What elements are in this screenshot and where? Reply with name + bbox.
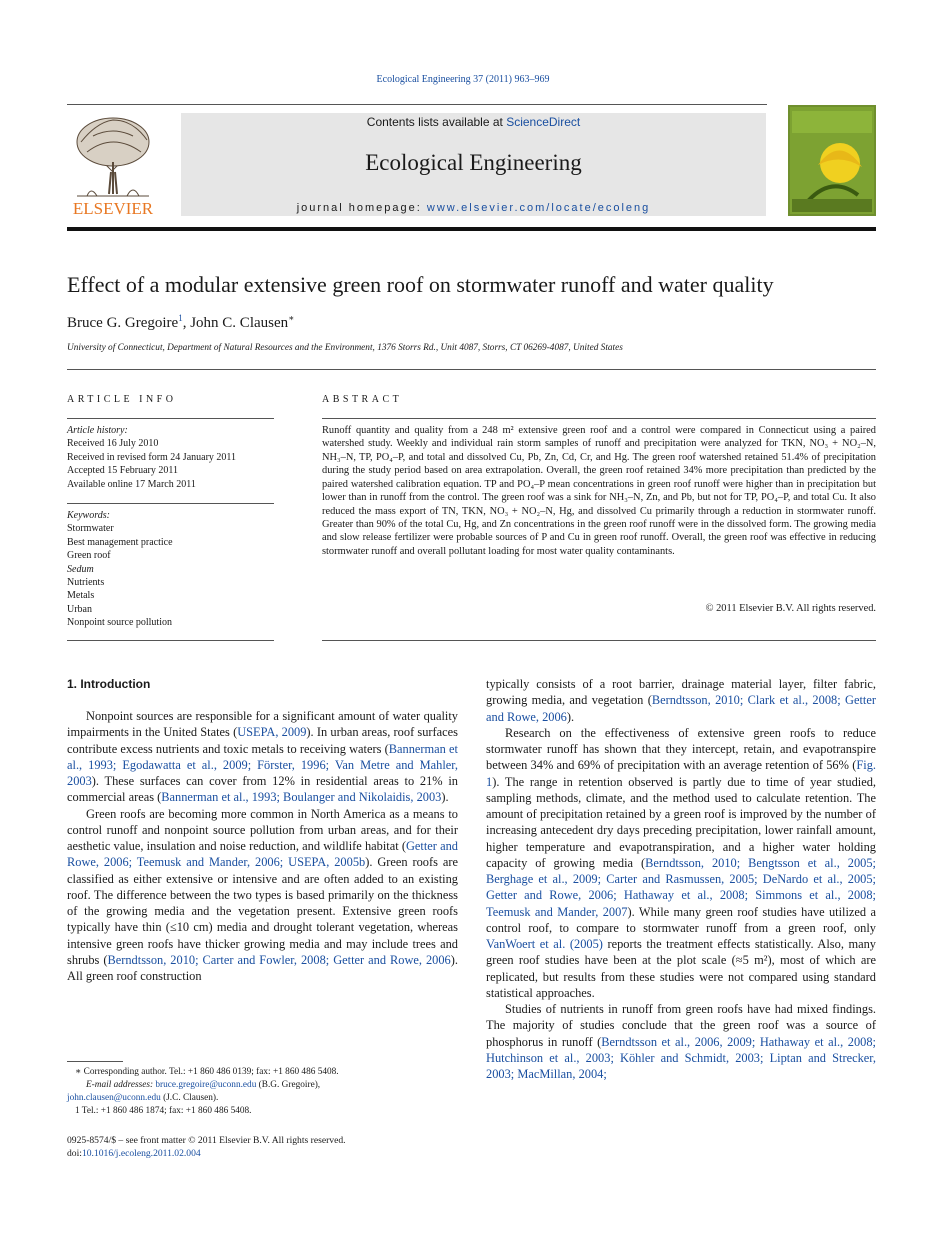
paragraph: Green roofs are becoming more common in North America as a means to control runoff and nonpoint source pollution from urban areas, and for their aesthetic value, insulation and noise reduction, and wildlife habitat (Getter and Rowe, 2006; Teemusk and Mander, 2006; USEPA, 2005b). Green roofs are classified as either extensive or intensive and are often added to an existing roof. The difference between the two types is based primarily on the thickness of the growing media and the vegetation present. Extensive green roofs typically have thin (≤10 cm) media and drought tolerant vegetation, whereas intensive green roofs have thicker growing media and may include trees and shrubs (Berndtsson, 2010; Carter and Fowler, 2008; Getter and Rowe, 2006). All green roof construction — [67, 806, 458, 983]
footnote-emails — [67, 1079, 458, 1092]
abstract-rule — [322, 640, 876, 641]
footnote-emails-2 — [67, 1092, 458, 1105]
article-info-rule — [67, 418, 274, 419]
footnotes — [67, 1066, 458, 1118]
body-column-left — [67, 708, 458, 984]
abstract-heading: ABSTRACT — [322, 394, 403, 405]
paragraph: Research on the effectiveness of extensive green roofs to reduce stormwater runoff has shown that they intercept, retain, and evapotranspire between 34% and 69% of precipitation with an average retention of 56% (Fig. 1). The range in retention observed is partly due to time of year studied, sampling methods, climate, and the method used to calculate retention. The amount of precipitation retained by a green roof is improved by the number of increasing antecedent dry days preceding precipitation, lower rainfall amount, higher temperature and evapotranspiration, and a higher water holding capacity of growing media (Berndtsson, 2010; Bengtsson et al., 2005; Berghage et al., 2009; Carter and Rasmussen, 2005; DeNardo et al., 2005; Getter and Rowe, 2006; Hathaway et al., 2008; Simmons et al., 2008; Teemusk and Mander, 2007). While many green roof studies have utilized a control roof, to compare to stormwater runoff from a green roof, only VanWoert et al. (2005) reports the treatment effects statistically. Also, many green roof studies have been at the plot scale (≈5 m²), most of which are replicated, but results from these studies were not compared using standard statistical approaches. — [486, 725, 876, 1000]
citation-link[interactable]: Berndtsson, 2010; Bengtsson et al., 2005; Berghage et al., 2009; Carter and Rasmussen, 2005; DeNardo et al., 2005; Getter and Rowe, 2006; Hathaway et al., 2008; Simmons et al., 2008; Teemusk and Mander, 2007 — [486, 855, 876, 919]
keyword: Urban — [67, 603, 92, 615]
keyword: Nonpoint source pollution — [67, 617, 172, 629]
keyword: Metals — [67, 590, 95, 602]
paragraph: Nonpoint sources are responsible for a significant amount of water quality impairments in the United States (USEPA, 2009). In urban areas, roof surfaces contribute excess nutrients and toxic metals to receiving waters (Bannerman et al., 1993; Egodawatta et al., 2009; Förster, 1996; Van Metre and Mahler, 2003). These surfaces can cover from 12% in residential areas to 21% in commercial areas (Bannerman et al., 1993; Boulanger and Nikolaidis, 2003). — [67, 709, 458, 805]
paragraph: typically consists of a root barrier, drainage material layer, filter fabric, growing media, and vegetation (Berndtsson, 2010; Clark et al., 2008; Getter and Rowe, 2006). — [486, 677, 876, 724]
journal-name: Ecological Engineering — [365, 150, 582, 175]
email-owner: (B.G. Gregoire), — [256, 1080, 321, 1090]
abstract-rule — [322, 418, 876, 419]
contents-prefix: Contents lists available at — [366, 115, 507, 129]
keywords-block — [67, 509, 274, 630]
section-rule — [67, 369, 876, 370]
affiliation: University of Connecticut, Department of Natural Resources and the Environment, 1376 Storrs Rd., Unit 4087, Storrs, CT 06269-4087, United States — [67, 343, 623, 353]
issn-line: 0925-8574/$ – see front matter © 2011 Elsevier B.V. All rights reserved. — [67, 1135, 346, 1146]
citation-link[interactable]: USEPA, 2009 — [237, 725, 307, 740]
history-online: Available online 17 March 2011 — [67, 478, 196, 490]
author-footnote-mark[interactable]: 1 — [178, 313, 183, 323]
doi-line — [67, 1147, 458, 1160]
keyword: Green roof — [67, 550, 111, 562]
paragraph: Studies of nutrients in runoff from green roofs have had mixed findings. The majority of studies conclude that the green roof was a source of phosphorus in runoff (Berndtsson et al., 2006, 2009; Hathaway et al., 2008; Hutchinson et al., 2003; Köhler and Schmidt, 2003; Liptan and Strecker, 2003; MacMillan, 2004; — [486, 1002, 876, 1081]
citation-link[interactable]: VanWoert et al. (2005) — [486, 937, 603, 951]
doi-link[interactable]: 10.1016/j.ecoleng.2011.02.004 — [81, 1148, 201, 1159]
citation-link[interactable]: Berndtsson et al., 2006, 2009; Hathaway et al., 2008; Hutchinson et al., 2003; Köhler and Schmidt, 2003; Liptan and Strecker, 2003; MacMillan, 2004; — [486, 1034, 876, 1081]
body-column-right — [486, 676, 876, 1082]
abstract-text: Runoff quantity and quality from a 248 m² extensive green roof and a control were compared in Connecticut using a paired watershed study. Weekly and individual rain storm samples of runoff and precipitation were analyzed for TKN, NO₃ + NO₂–N, NH₃–N, TP, PO₄–P, and total and dissolved Cu, Pb, Zn, Cd, Cr, and Hg. The green roof watershed retained 51.4% of precipitation during the study period based on area extrapolation. Overall, the green roof retained 34% more precipitation than predicted by the paired watershed calibration equation. TP and PO₄–P mean concentrations in green roof runoff were higher than in precipitation but lower than in runoff from the control. The green roof was a sink for NH₃–N, Zn, and Pb, but not for TP, PO₄–P, and total Cu. It also reduced the mass export of TN, TKN, NO₃ + NO₂–N, Hg, and dissolved Cu primarily through a reduction in stormwater runoff. Greater than 90% of the total Cu, Hg, and Zn concentrations in the green roof runoff were in the dissolved form. The growing media and slow release fertilizer were probable sources of P and Cu in green roof runoff. Overall, the green roof was effective in reducing stormwater runoff and overall pollutant loading for most water quality contaminants. — [322, 425, 876, 557]
citation-link[interactable]: Getter and Rowe, 2006; Teemusk and Mander, 2006; USEPA, 2005b — [67, 839, 458, 870]
header-thick-rule — [67, 227, 876, 231]
email-owner: (J.C. Clausen). — [160, 1093, 219, 1103]
citation-link[interactable]: Berndtsson, 2010; Clark et al., 2008; Getter and Rowe, 2006 — [486, 693, 876, 724]
homepage-line — [181, 202, 766, 214]
header-top-rule — [67, 104, 767, 105]
email-link-gregoire[interactable]: bruce.gregoire@uconn.edu — [155, 1080, 257, 1090]
elsevier-tree-icon — [67, 112, 159, 218]
email-label: E-mail addresses: — [86, 1080, 156, 1090]
keyword: Stormwater — [67, 523, 114, 535]
keyword: Nutrients — [67, 577, 105, 589]
journal-reference[interactable]: Ecological Engineering 37 (2011) 963–969 — [376, 74, 550, 85]
article-info-heading: ARTICLE INFO — [67, 394, 177, 405]
author-clausen[interactable]: , John C. Clausen — [182, 315, 289, 331]
article-title: Effect of a modular extensive green roof on stormwater runoff and water quality — [67, 272, 774, 297]
footnote-corresponding: ∗ Corresponding author. Tel.: +1 860 486 0139; fax: +1 860 486 5408. — [75, 1067, 339, 1077]
journal-cover-image — [788, 105, 876, 216]
keyword: Sedum — [67, 563, 94, 575]
keyword: Best management practice — [67, 536, 173, 548]
citation-link[interactable]: Bannerman et al., 1993; Boulanger and Nikolaidis, 2003 — [161, 790, 442, 805]
history-revised: Received in revised form 24 January 2011 — [67, 451, 237, 463]
doi-prefix: doi: — [67, 1148, 82, 1159]
footnote-rule — [67, 1061, 123, 1062]
history-received: Received 16 July 2010 — [67, 438, 159, 450]
homepage-prefix: journal homepage: — [296, 202, 427, 214]
elsevier-logo — [67, 112, 159, 218]
citation-link[interactable]: Bannerman et al., 1993; Egodawatta et al., 2009; Förster, 1996; Van Metre and Mahler, 2003 — [67, 741, 458, 788]
corresponding-author-mark[interactable]: ∗ — [288, 313, 295, 323]
sciencedirect-link[interactable]: ScienceDirect — [506, 115, 581, 129]
author-list — [67, 313, 294, 332]
footnote-1: 1 Tel.: +1 860 486 1874; fax: +1 860 486 5408. — [75, 1106, 252, 1116]
author-gregoire[interactable]: Bruce G. Gregoire — [67, 315, 179, 331]
keywords-label: Keywords: — [67, 510, 110, 521]
front-matter — [67, 1134, 458, 1160]
homepage-link[interactable]: www.elsevier.com/locate/ecoleng — [426, 202, 651, 214]
article-info-rule — [67, 503, 274, 504]
article-info-rule — [67, 640, 274, 641]
elsevier-wordmark: ELSEVIER — [72, 199, 154, 218]
history-label: Article history: — [67, 425, 128, 436]
abstract-copyright: © 2011 Elsevier B.V. All rights reserved. — [705, 603, 876, 614]
article-history — [67, 424, 274, 491]
contents-line — [181, 115, 766, 129]
figure-link[interactable]: Fig. 1 — [486, 758, 876, 789]
section-heading: 1. Introduction — [67, 677, 151, 691]
citation-link[interactable]: Berndtsson, 2010; Carter and Fowler, 2008; Getter and Rowe, 2006 — [107, 952, 451, 967]
email-link-clausen[interactable]: john.clausen@uconn.edu — [67, 1093, 161, 1103]
history-accepted: Accepted 15 February 2011 — [67, 465, 178, 477]
